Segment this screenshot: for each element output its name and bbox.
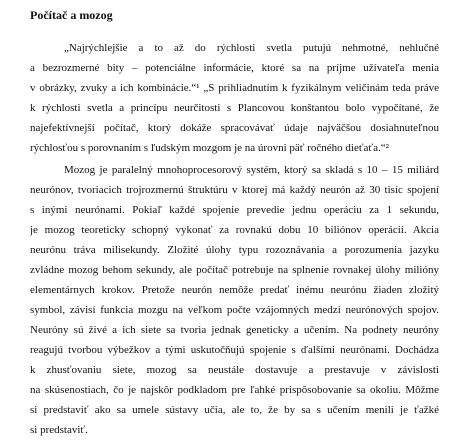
document-title: Počítač a mozog	[30, 8, 113, 22]
paragraph-line: rýchlosťou s porovnaním s ľudským mozgom je na úrovni päť ročného dieťaťa.“²	[30, 142, 389, 154]
paragraph-line: neurónov, tvoriacich trojrozmernú štruktúru v ktorej má každý neurón až 30 tisíc spojení	[30, 184, 439, 196]
paragraph-line: zvládne mozog behom sekundy, ale počítač potrebuje na splnenie rovnakej úlohy milióny	[30, 264, 439, 276]
paragraph-line: k zhusťovaniu siete, mozog sa neustále dostavuje a prestavuje v závislosti	[30, 364, 439, 376]
paragraph-line: si predstaviť ako sa umele sústavy učia, ale to, že by sa s učením menili je ťažké	[30, 404, 439, 416]
paragraph-line: Neuróny sú živé a ich siete sa tvoria jednak geneticky a učením. Na podnety neuróny	[30, 324, 439, 336]
paragraph-line: symbol, závisí funkcia mozgu na veľkom počte vzájomných medzi neurónových spojov.	[30, 304, 439, 316]
paragraph-line: k rýchlosti svetla a princípu neurčitosti s Plancovou konštantou bolo vypočítané, že	[30, 102, 439, 114]
paragraph-line: s inými neurónami. Pokiaľ každé spojenie prevedie jednu operáciu za 1 sekundu,	[30, 204, 439, 216]
paragraph-line: Mozog je paralelný mnohoprocesorový systém, ktorý sa skladá s 10 – 15 miliárd	[64, 164, 439, 176]
paragraph-line: v obrázky, zvuky a ich kombinácie.“¹ „S prihliadnutím k fyzikálnym veličinám teda práve	[30, 82, 439, 94]
paragraph-line: elementárnych krokov. Pretože neurón nemôže predať inému neurónu žiaden zložitý	[30, 284, 439, 296]
paragraph-line: a bezrozmerné bity – potenciálne informácie, ktoré sa na príjme užívateľa menia	[30, 62, 439, 74]
paragraph-line: najefektívnejší počítač, ktorý dokáže spracovávať údaje najväčšou dosiahnuteľnou	[30, 122, 439, 134]
paragraph-line: si predstaviť.	[30, 424, 88, 436]
paragraph-line: „Najrýchlejšie a to až do rýchlosti svetla putujú nehmotné, nehlučné	[64, 42, 439, 54]
paragraph-line: reagujú tvorbou výbežkov a tými uskutočňujú spojenie s ďalšími neurónami. Dochádza	[30, 344, 439, 356]
paragraph-line: na skúsenostiach, čo je najskôr podkladom pre ľahké prispôsobovanie sa okoliu. Môžme	[30, 384, 439, 396]
paragraph-line: je mozog teoreticky schopný vykonať za rovnakú dobu 10 biliónov operácií. Akcia	[30, 224, 439, 236]
paragraph-line: neurónu tráva milisekundy. Zložité úlohy typu rozoznávania a porozumenia jazyku	[30, 244, 439, 256]
